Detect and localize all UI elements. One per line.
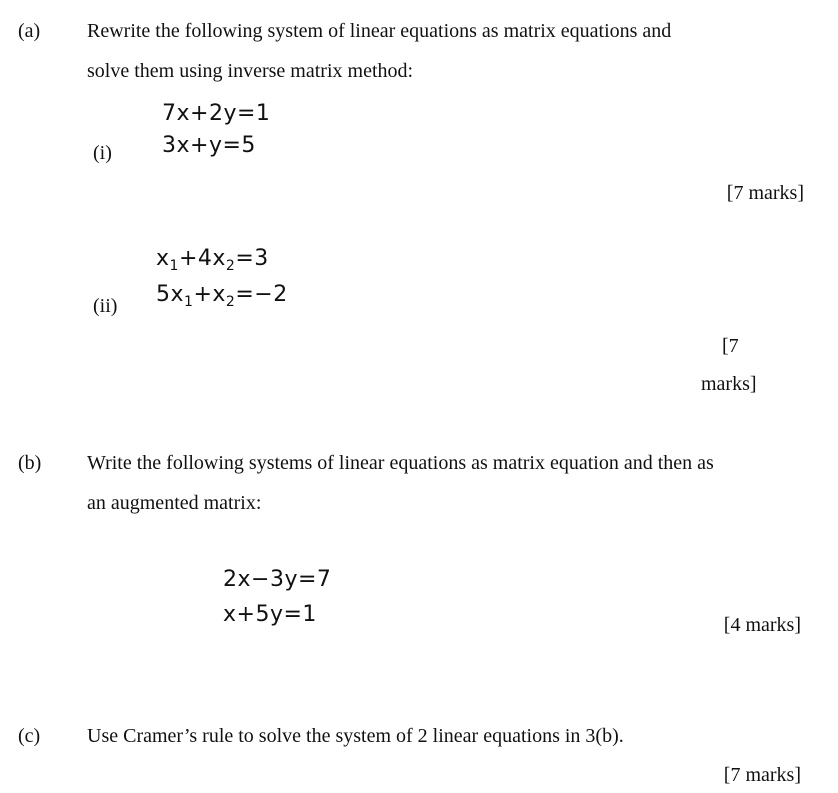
sub-ii-label: (ii) xyxy=(93,295,118,317)
part-c-marks: [7 marks] xyxy=(723,764,801,786)
sub-i-label: (i) xyxy=(93,142,112,164)
sub-ii-marks-line2: marks] xyxy=(701,373,757,395)
part-a-question xyxy=(87,11,671,91)
part-a-question-line2: solve them using inverse matrix method: xyxy=(87,60,414,82)
part-b-question-line1: Write the following systems of linear equations as matrix equation and then as xyxy=(87,452,714,474)
part-b-question xyxy=(87,443,714,523)
part-b-marks: [4 marks] xyxy=(723,614,801,636)
sub-i-marks: [7 marks] xyxy=(726,182,804,204)
part-a-label: (a) xyxy=(18,20,41,42)
sub-ii-equation-2: $5x_1+x_2=-2$ xyxy=(156,282,288,310)
part-b-equation-1: 2x−3y=7 xyxy=(223,567,332,592)
sub-i-equation-2: 3x+y=5 xyxy=(162,133,256,158)
sub-i-equation-1: 7x+2y=1 xyxy=(162,101,271,126)
part-c-label: (c) xyxy=(18,725,41,747)
part-c-question: Use Cramer’s rule to solve the system of 2 linear equations in 3(b). xyxy=(87,725,624,747)
part-b-question-line2: an augmented matrix: xyxy=(87,492,262,514)
sub-ii-marks-line1: [7 xyxy=(722,335,739,357)
part-a-question-line1: Rewrite the following system of linear equations as matrix equations and xyxy=(87,20,672,42)
part-b-equation-2: x+5y=1 xyxy=(223,602,317,627)
sub-ii-equation-1: $x_1+4x_2=3$ xyxy=(156,246,269,274)
part-b-label: (b) xyxy=(18,452,42,474)
